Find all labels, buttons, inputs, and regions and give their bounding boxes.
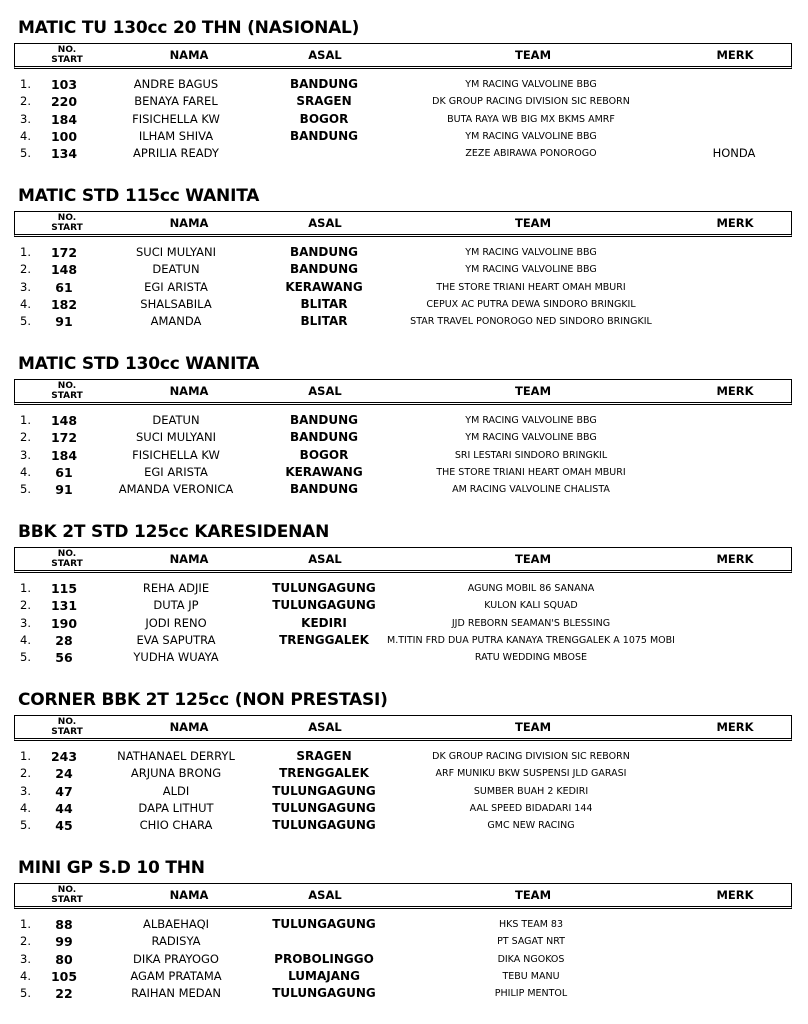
start-number: 56 [55, 650, 73, 666]
race-class-section [0, 186, 808, 346]
bike-brand: HONDA [712, 146, 756, 161]
header-start-label: START [51, 223, 83, 233]
rider-name: SHALSABILA [140, 296, 212, 311]
rider-name: APRILIA READY [133, 146, 219, 161]
header-no-label: NO. [57, 549, 77, 559]
header-team: TEAM [514, 552, 552, 566]
row-position: 3. [20, 279, 31, 294]
header-merk: MERK [716, 552, 754, 566]
rider-name: DUTA JP [153, 598, 199, 613]
table-header [14, 211, 792, 237]
rider-origin: BLITAR [300, 296, 348, 311]
bike-brand [694, 244, 774, 261]
rider-name: ANDRE BAGUS [133, 77, 219, 91]
header-start-label: START [51, 55, 83, 65]
rider-origin: BANDUNG [289, 262, 359, 277]
row-position: 3. [20, 111, 31, 126]
bike-brand [694, 649, 774, 666]
header-team: TEAM [514, 216, 552, 230]
rider-name: CHIO CHARA [139, 818, 213, 833]
row-position: 3. [20, 951, 31, 966]
table-header [14, 547, 792, 573]
rider-team: DK GROUP RACING DIVISION SIC REBORN [432, 96, 630, 108]
header-nama: NAMA [169, 720, 209, 734]
bike-brand [694, 464, 774, 481]
table-row [0, 580, 808, 597]
header-no-start [49, 380, 85, 402]
start-number: 103 [50, 77, 78, 92]
header-team: TEAM [514, 720, 552, 734]
bike-brand [694, 429, 774, 446]
bike-brand [694, 597, 774, 614]
row-position: 1. [20, 917, 31, 931]
rider-origin: BANDUNG [289, 245, 359, 259]
rider-origin: BANDUNG [289, 77, 359, 91]
row-position: 5. [20, 482, 31, 497]
bike-brand [694, 313, 774, 330]
rider-team: YM RACING VALVOLINE BBG [465, 130, 597, 142]
table-row [0, 951, 808, 968]
start-number: 148 [50, 262, 78, 278]
start-number: 172 [50, 245, 78, 260]
rider-origin: TULUNGAGUNG [272, 818, 376, 833]
rider-team: DIKA NGOKOS [497, 953, 565, 965]
rider-team: ZEZE ABIRAWA PONOROGO [465, 148, 597, 160]
rider-team: AAL SPEED BIDADARI 144 [469, 802, 593, 814]
table-header [14, 883, 792, 909]
rider-team: HKS TEAM 83 [498, 919, 564, 930]
rider-origin: BANDUNG [289, 128, 359, 143]
bike-brand [694, 615, 774, 632]
rider-origin: PROBOLINGGO [274, 951, 374, 966]
rider-name: FISICHELLA KW [132, 447, 220, 462]
header-team: TEAM [514, 384, 552, 398]
table-row [0, 933, 808, 950]
header-start-label: START [51, 895, 83, 905]
rider-origin: BANDUNG [289, 413, 359, 427]
rider-team: GMC NEW RACING [487, 820, 575, 832]
row-position: 2. [20, 430, 31, 445]
rider-team: YM RACING VALVOLINE BBG [465, 79, 597, 90]
header-nama: NAMA [169, 48, 209, 62]
rider-team: YM RACING VALVOLINE BBG [465, 264, 597, 276]
table-row [0, 481, 808, 498]
bike-brand [694, 783, 774, 800]
bike-brand [694, 447, 774, 464]
table-row [0, 916, 808, 933]
table-row [0, 261, 808, 278]
row-position: 3. [20, 615, 31, 630]
header-asal: ASAL [308, 48, 342, 62]
start-number: 131 [50, 598, 78, 614]
table-row [0, 76, 808, 93]
bike-brand [694, 580, 774, 597]
rider-team: YM RACING VALVOLINE BBG [465, 432, 597, 444]
header-no-label: NO. [57, 381, 77, 391]
rider-origin: BANDUNG [289, 430, 359, 445]
rider-name: EVA SAPUTRA [136, 632, 216, 647]
rider-origin: BOGOR [299, 447, 349, 462]
header-no-start [49, 716, 85, 738]
rider-team: THE STORE TRIANI HEART OMAH MBURI [436, 281, 626, 293]
start-number: 172 [50, 430, 78, 446]
section-title: MATIC STD 115cc WANITA [18, 186, 260, 206]
section-title: MATIC STD 130cc WANITA [18, 354, 260, 374]
rider-name: AMANDA [150, 314, 202, 329]
bike-brand [694, 296, 774, 313]
rider-name: YUDHA WUAYA [133, 650, 219, 665]
rider-team: YM RACING VALVOLINE BBG [465, 247, 597, 258]
row-position: 5. [20, 146, 31, 161]
bike-brand [694, 951, 774, 968]
header-no-label: NO. [57, 45, 77, 55]
rider-origin: KEDIRI [301, 615, 347, 630]
rider-origin: BLITAR [300, 314, 348, 329]
header-nama: NAMA [169, 552, 209, 566]
table-row [0, 145, 808, 162]
bike-brand [694, 279, 774, 296]
table-row [0, 632, 808, 649]
rider-name: EGI ARISTA [144, 279, 208, 294]
header-merk: MERK [716, 888, 754, 902]
rider-name: RAIHAN MEDAN [131, 986, 221, 1001]
rider-origin: LUMAJANG [288, 968, 360, 983]
bike-brand [694, 748, 774, 765]
bike-brand [694, 985, 774, 1002]
header-start-label: START [51, 727, 83, 737]
section-title: MATIC TU 130cc 20 THN (NASIONAL) [18, 18, 360, 38]
start-number: 182 [50, 296, 78, 312]
rider-name: ILHAM SHIVA [138, 128, 214, 143]
rider-name: NATHANAEL DERRYL [117, 749, 235, 763]
rider-team: DK GROUP RACING DIVISION SIC REBORN [432, 751, 630, 762]
rider-team: CEPUX AC PUTRA DEWA SINDORO BRINGKIL [426, 298, 636, 310]
header-merk: MERK [716, 216, 754, 230]
table-row [0, 93, 808, 110]
start-number: 243 [50, 749, 78, 764]
rider-name: AMANDA VERONICA [118, 482, 234, 497]
rider-name: EGI ARISTA [144, 464, 208, 479]
rider-origin: TULUNGAGUNG [272, 800, 376, 815]
section-title: MINI GP S.D 10 THN [18, 858, 205, 878]
rider-origin: KERAWANG [285, 464, 363, 479]
header-merk: MERK [716, 384, 754, 398]
row-position: 2. [20, 262, 31, 277]
header-no-start [49, 548, 85, 570]
row-position: 4. [20, 800, 31, 815]
row-position: 1. [20, 413, 31, 427]
row-position: 4. [20, 128, 31, 143]
rider-name: AGAM PRATAMA [130, 968, 222, 983]
bike-brand [694, 632, 774, 649]
table-header [14, 379, 792, 405]
race-class-section [0, 354, 808, 514]
row-position: 5. [20, 314, 31, 329]
bike-brand [694, 76, 774, 93]
header-no-label: NO. [57, 885, 77, 895]
start-number: 100 [50, 128, 78, 144]
rider-name: ARJUNA BRONG [130, 766, 222, 781]
rider-origin: TULUNGAGUNG [272, 917, 376, 931]
start-number: 184 [50, 111, 78, 127]
rider-origin: TULUNGAGUNG [272, 783, 376, 798]
rider-name: BENAYA FAREL [134, 94, 218, 109]
rider-team: ARF MUNIKU BKW SUSPENSI JLD GARASI [435, 768, 627, 780]
rider-origin: TRENGGALEK [279, 766, 369, 781]
bike-brand [694, 412, 774, 429]
table-row [0, 279, 808, 296]
table-row [0, 244, 808, 261]
header-asal: ASAL [308, 720, 342, 734]
row-position: 4. [20, 464, 31, 479]
table-row [0, 429, 808, 446]
bike-brand [694, 817, 774, 834]
header-asal: ASAL [308, 216, 342, 230]
rider-team: PT SAGAT NRT [497, 936, 565, 948]
rider-origin: TULUNGAGUNG [272, 581, 376, 595]
bike-brand [694, 765, 774, 782]
rider-origin: TRENGGALEK [279, 632, 369, 647]
rider-team: AGUNG MOBIL 86 SANANA [467, 583, 595, 594]
race-class-section [0, 690, 808, 850]
rider-name: ALBAEHAQI [142, 917, 210, 931]
bike-brand [694, 93, 774, 110]
rider-team: RATU WEDDING MBOSE [474, 652, 588, 664]
start-number: 80 [55, 951, 73, 967]
rider-origin: SRAGEN [296, 94, 352, 109]
header-merk: MERK [716, 48, 754, 62]
row-position: 5. [20, 986, 31, 1001]
start-number: 61 [55, 279, 73, 295]
header-no-start [49, 212, 85, 234]
header-asal: ASAL [308, 384, 342, 398]
row-position: 1. [20, 749, 31, 763]
header-nama: NAMA [169, 216, 209, 230]
bike-brand [694, 916, 774, 933]
header-asal: ASAL [308, 888, 342, 902]
table-row [0, 800, 808, 817]
row-position: 1. [20, 245, 31, 259]
rider-team: STAR TRAVEL PONOROGO NED SINDORO BRINGKIL [410, 316, 652, 328]
table-row [0, 985, 808, 1002]
rider-name: SUCI MULYANI [135, 430, 216, 445]
table-row [0, 968, 808, 985]
start-number: 22 [55, 986, 73, 1002]
start-number: 91 [55, 482, 73, 498]
start-number: 44 [55, 800, 73, 816]
header-no-start [49, 44, 85, 66]
rider-team: SRI LESTARI SINDORO BRINGKIL [454, 449, 608, 461]
rider-team: JJD REBORN SEAMAN'S BLESSING [451, 617, 611, 629]
row-position: 1. [20, 581, 31, 595]
bike-brand [694, 128, 774, 145]
row-position: 2. [20, 94, 31, 109]
rider-origin: TULUNGAGUNG [272, 598, 376, 613]
start-number: 61 [55, 464, 73, 480]
rider-team: M.TITIN FRD DUA PUTRA KANAYA TRENGGALEK A 1075 MOBI [387, 634, 675, 646]
table-header [14, 43, 792, 69]
table-row [0, 765, 808, 782]
row-position: 4. [20, 632, 31, 647]
bike-brand [694, 968, 774, 985]
rider-name: REHA ADJIE [142, 581, 210, 595]
start-number: 99 [55, 934, 73, 950]
header-nama: NAMA [169, 888, 209, 902]
bike-brand [694, 481, 774, 498]
header-nama: NAMA [169, 384, 209, 398]
start-number: 28 [55, 632, 73, 648]
rider-team: BUTA RAYA WB BIG MX BKMS AMRF [447, 113, 615, 125]
rider-origin: SRAGEN [296, 749, 352, 763]
rider-team: SUMBER BUAH 2 KEDIRI [473, 785, 589, 797]
start-number: 134 [50, 146, 78, 162]
start-number: 24 [55, 766, 73, 782]
bike-brand [694, 111, 774, 128]
table-row [0, 296, 808, 313]
rider-team: THE STORE TRIANI HEART OMAH MBURI [436, 466, 626, 478]
rider-team: YM RACING VALVOLINE BBG [465, 415, 597, 426]
header-no-label: NO. [57, 213, 77, 223]
rider-origin: BOGOR [299, 111, 349, 126]
rider-name: DEATUN [152, 262, 200, 277]
start-number: 91 [55, 314, 73, 330]
header-asal: ASAL [308, 552, 342, 566]
header-start-label: START [51, 391, 83, 401]
table-row [0, 615, 808, 632]
row-position: 3. [20, 783, 31, 798]
start-number: 220 [50, 94, 78, 110]
table-row [0, 447, 808, 464]
table-row [0, 783, 808, 800]
race-class-section [0, 522, 808, 682]
rider-origin: TULUNGAGUNG [272, 986, 376, 1001]
header-no-start [49, 884, 85, 906]
row-position: 2. [20, 934, 31, 949]
rider-name: DEATUN [152, 413, 200, 427]
rider-name: DIKA PRAYOGO [133, 951, 219, 966]
rider-name: RADISYA [151, 934, 201, 949]
rider-team: AM RACING VALVOLINE CHALISTA [452, 484, 610, 496]
table-row [0, 111, 808, 128]
header-start-label: START [51, 559, 83, 569]
start-number: 190 [50, 615, 78, 631]
row-position: 2. [20, 766, 31, 781]
row-position: 2. [20, 598, 31, 613]
header-merk: MERK [716, 720, 754, 734]
race-class-section [0, 858, 808, 1018]
table-row [0, 597, 808, 614]
rider-team: PHILIP MENTOL [494, 988, 568, 1000]
start-number: 47 [55, 783, 73, 799]
table-row [0, 464, 808, 481]
row-position: 4. [20, 968, 31, 983]
start-number: 88 [55, 917, 73, 932]
table-row [0, 817, 808, 834]
start-number: 148 [50, 413, 78, 428]
rider-origin: BANDUNG [289, 482, 359, 497]
header-no-label: NO. [57, 717, 77, 727]
row-position: 3. [20, 447, 31, 462]
header-team: TEAM [514, 888, 552, 902]
bike-brand [694, 261, 774, 278]
start-number: 184 [50, 447, 78, 463]
bike-brand [694, 800, 774, 817]
header-team: TEAM [514, 48, 552, 62]
row-position: 4. [20, 296, 31, 311]
bike-brand [694, 933, 774, 950]
section-title: CORNER BBK 2T 125cc (NON PRESTASI) [18, 690, 388, 710]
race-class-section [0, 18, 808, 178]
rider-name: FISICHELLA KW [132, 111, 220, 126]
table-row [0, 128, 808, 145]
table-header [14, 715, 792, 741]
start-number: 105 [50, 968, 78, 984]
table-row [0, 649, 808, 666]
table-row [0, 748, 808, 765]
row-position: 5. [20, 818, 31, 833]
table-row [0, 412, 808, 429]
rider-name: ALDI [162, 783, 190, 798]
rider-name: JODI RENO [145, 615, 207, 630]
start-number: 45 [55, 818, 73, 834]
row-position: 1. [20, 77, 31, 91]
table-row [0, 313, 808, 330]
rider-name: SUCI MULYANI [135, 245, 216, 259]
rider-team: TEBU MANU [502, 970, 560, 982]
section-title: BBK 2T STD 125cc KARESIDENAN [18, 522, 330, 542]
rider-name: DAPA LITHUT [138, 800, 214, 815]
row-position: 5. [20, 650, 31, 665]
rider-team: KULON KALI SQUAD [484, 600, 578, 612]
start-number: 115 [50, 581, 78, 596]
rider-origin: KERAWANG [285, 279, 363, 294]
